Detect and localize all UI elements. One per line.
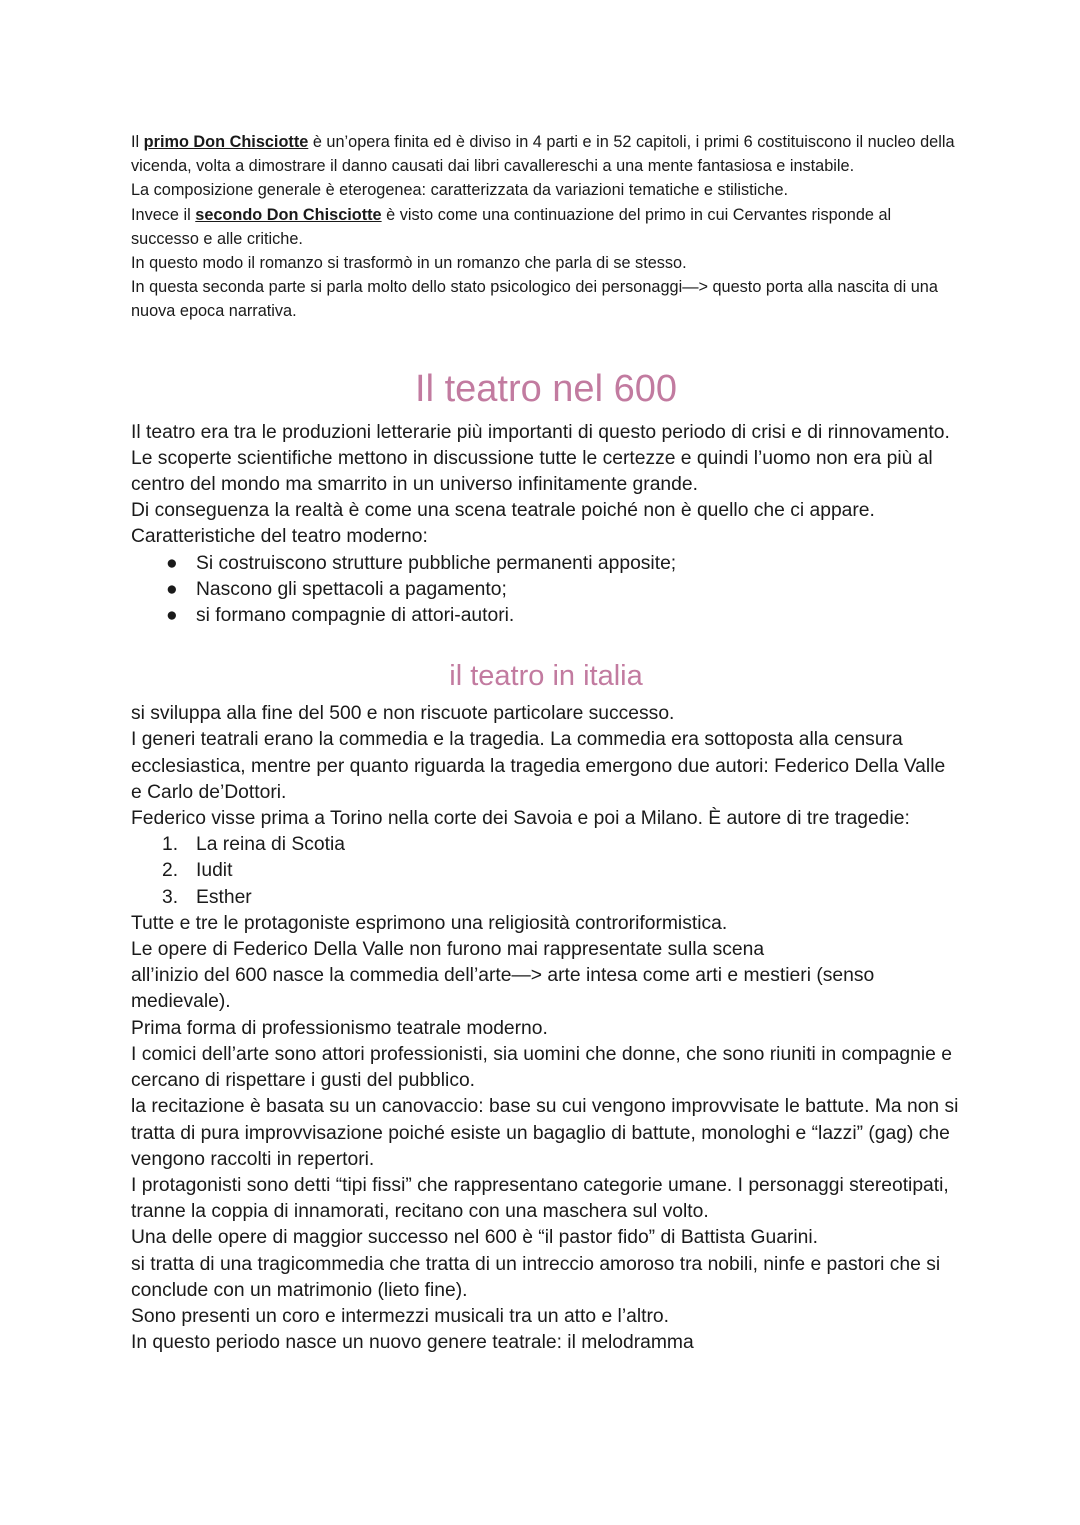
intro-paragraph: La composizione generale è eterogenea: caratterizzata da variazioni tematiche e stilistiche. xyxy=(131,181,789,200)
body-paragraph: Una delle opere di maggior successo nel 600 è “il pastor fido” di Battista Guarini. xyxy=(131,1227,818,1249)
tragedies-list xyxy=(131,832,961,911)
body-paragraph: In questo periodo nasce un nuovo genere teatrale: il melodramma xyxy=(131,1332,694,1354)
bullet-item: ● si formano compagnie di attori-autori. xyxy=(131,603,961,629)
body-paragraph: Di conseguenza la realtà è come una scena teatrale poiché non è quello che ci appare. xyxy=(131,500,875,522)
body-paragraph: la recitazione è basata su un canovaccio: base su cui vengono improvvisate le battute. Ma non si tratta di pura improvvisazione poiché esiste un bagaglio di battute, monologhi e “lazzi” (gag) che vengono raccolti in repertori. xyxy=(131,1096,959,1170)
body-paragraph: I comici dell’arte sono attori professionisti, sia uomini che donne, che sono riuniti in compagnie e cercano di rispettare i gusti del pubblico. xyxy=(131,1043,952,1092)
body-paragraph: Le opere di Federico Della Valle non furono mai rappresentate sulla scena xyxy=(131,939,765,961)
bullet-dot-icon: ● xyxy=(166,578,178,600)
bullet-dot-icon: ● xyxy=(166,552,178,574)
keyword-primo-don-chisciotte: primo Don Chisciotte xyxy=(143,133,309,151)
body-paragraph: si sviluppa alla fine del 500 e non riscuote particolare successo. xyxy=(131,703,675,725)
body-paragraph: all’inizio del 600 nasce la commedia dell’arte—> arte intesa come arti e mestieri (senso medievale). xyxy=(131,965,875,1013)
body-paragraph: I generi teatrali erano la commedia e la tragedia. La commedia era sottoposta alla censura ecclesiastica, mentre per quanto riguarda la tragedia emergono due autori: Federico Della Valle e Carlo de’Dottori. xyxy=(131,729,946,803)
intro-paragraph: Il primo Don Chisciotte è un’opera finita ed è diviso in 4 parti e in 52 capitoli, i primi 6 costituiscono il nucleo della vicenda, volta a dimostrare il danno causati dai libri cavallereschi a una mente fantasiosa e instabile. xyxy=(131,133,955,176)
bullet-item: ● Si costruiscono strutture pubbliche permanenti apposite; xyxy=(131,551,961,577)
heading-teatro-in-italia: il teatro in italia xyxy=(449,660,643,693)
numbered-item: 1. La reina di Scotia xyxy=(162,834,345,856)
section-teatro-in-italia xyxy=(131,701,961,1356)
body-paragraph: Prima forma di professionismo teatrale moderno. xyxy=(131,1017,548,1039)
intro-paragraph: In questo modo il romanzo si trasformò in un romanzo che parla di se stesso. xyxy=(131,254,687,273)
bullet-dot-icon: ● xyxy=(166,605,178,627)
body-paragraph: si tratta di una tragicommedia che tratta di un intreccio amoroso tra nobili, ninfe e pastori che si conclude con un matrimonio (lieto fine). xyxy=(131,1253,941,1301)
numbered-item: 3. Esther xyxy=(162,886,252,908)
document-page xyxy=(131,130,961,1356)
body-paragraph: Federico visse prima a Torino nella corte dei Savoia e poi a Milano. È autore di tre tragedie: xyxy=(131,808,910,830)
body-paragraph: I protagonisti sono detti “tipi fissi” che rappresentano categorie umane. I personaggi stereotipati, tranne la coppia di innamorati, recitano con una maschera sul volto. xyxy=(131,1174,949,1223)
intro-paragraph: In questa seconda parte si parla molto dello stato psicologico dei personaggi—> questo porta alla nascita di una nuova epoca narrativa. xyxy=(131,278,938,321)
intro-section xyxy=(131,130,961,324)
body-paragraph: Sono presenti un coro e intermezzi musicali tra un atto e l’altro. xyxy=(131,1305,669,1327)
heading-teatro-nel-600: Il teatro nel 600 xyxy=(415,367,677,410)
bullet-list xyxy=(131,551,961,630)
body-paragraph: Il teatro era tra le produzioni letterarie più importanti di questo periodo di crisi e di rinnovamento. Le scoperte scientifiche mettono in discussione tutte le certezze e quindi l’uomo non era più al centro del mondo ma smarrito in un universo infinitamente grande. xyxy=(131,421,950,496)
bullet-item: ● Nascono gli spettacoli a pagamento; xyxy=(131,577,961,603)
body-paragraph: Caratteristiche del teatro moderno: xyxy=(131,526,428,548)
keyword-secondo-don-chisciotte: secondo Don Chisciotte xyxy=(195,205,382,224)
numbered-item: 2. Iudit xyxy=(162,860,233,882)
body-paragraph: Tutte e tre le protagoniste esprimono una religiosità controriformistica. xyxy=(131,912,728,934)
intro-paragraph: Invece il secondo Don Chisciotte è visto come una continuazione del primo in cui Cervantes risponde al successo e alle critiche. xyxy=(131,205,892,248)
section-teatro-nel-600 xyxy=(131,420,961,630)
